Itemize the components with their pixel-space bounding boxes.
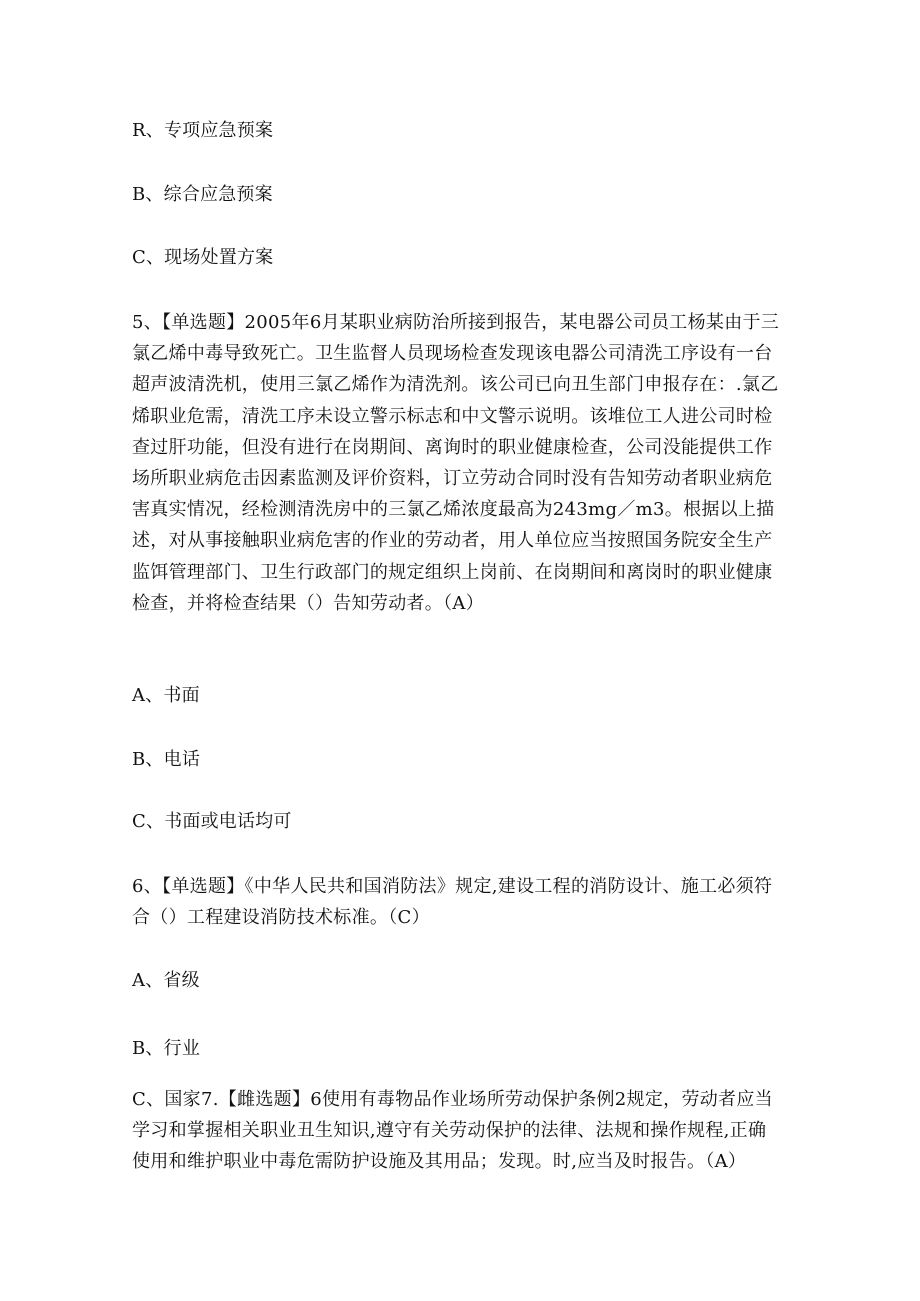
q6-option-b: B、行业 — [132, 1038, 201, 1059]
option-c-text: C、现场处置方案 — [132, 247, 274, 268]
q5-option-c: C、书面或电话均可 — [132, 811, 292, 832]
option-r-text: R、专项应急预案 — [132, 120, 274, 141]
question-7: C、国家7.【雌选题】6使用有毒物品作业场所劳动保护条例2规定，劳动者应当学习和掌握相关职业丑生知识,遵守有关劳动保护的法律、法规和操作规程,正确使用和维护职业中毒危需防护设施及其用品；发现。时,应当及时报告。（A） — [132, 1089, 773, 1173]
q6-option-a: A、省级 — [132, 970, 200, 991]
option-b-text: B、综合应急预案 — [132, 184, 273, 205]
q5-option-b: B、电话 — [132, 749, 201, 770]
q5-option-a: A、书面 — [132, 685, 200, 706]
question-5: 5、【单选题】2005年6月某职业病防治所接到报告，某电器公司员工杨某由于三氯乙烯中毒导致死亡。卫生监督人员现场检查发现该电器公司清洗工序设有一台超声波清洗机，使用三氯乙烯作为清洗剂。该公司已向丑生部门申报存在：.氯乙烯职业危需，清洗工序未设立警示标志和中文警示说明。该堆位工人进公司时检查过肝功能，但没有进行在岗期间、离询时的职业健康检查，公司没能提供工作场所职业病危击因素监测及评价资料，订立劳动合同时没有告知劳动者职业病危害真实情况，经检测清洗房中的三氯乙烯浓度最高为243mg／m3。根据以上描述，对从事接触职业病危害的作业的劳动者，用人单位应当按照国务院安全生产监饵管理部门、卫生行政部门的规定组织上岗前、在岗期间和离岗时的职业健康检查，并将检查结果（）告知劳动者。（A） — [132, 312, 780, 614]
question-6: 6、【单选题】《中华人民共和国消防法》规定,建设工程的消防设计、施工必须符合（）工程建设消防技术标准。（C） — [132, 876, 773, 929]
